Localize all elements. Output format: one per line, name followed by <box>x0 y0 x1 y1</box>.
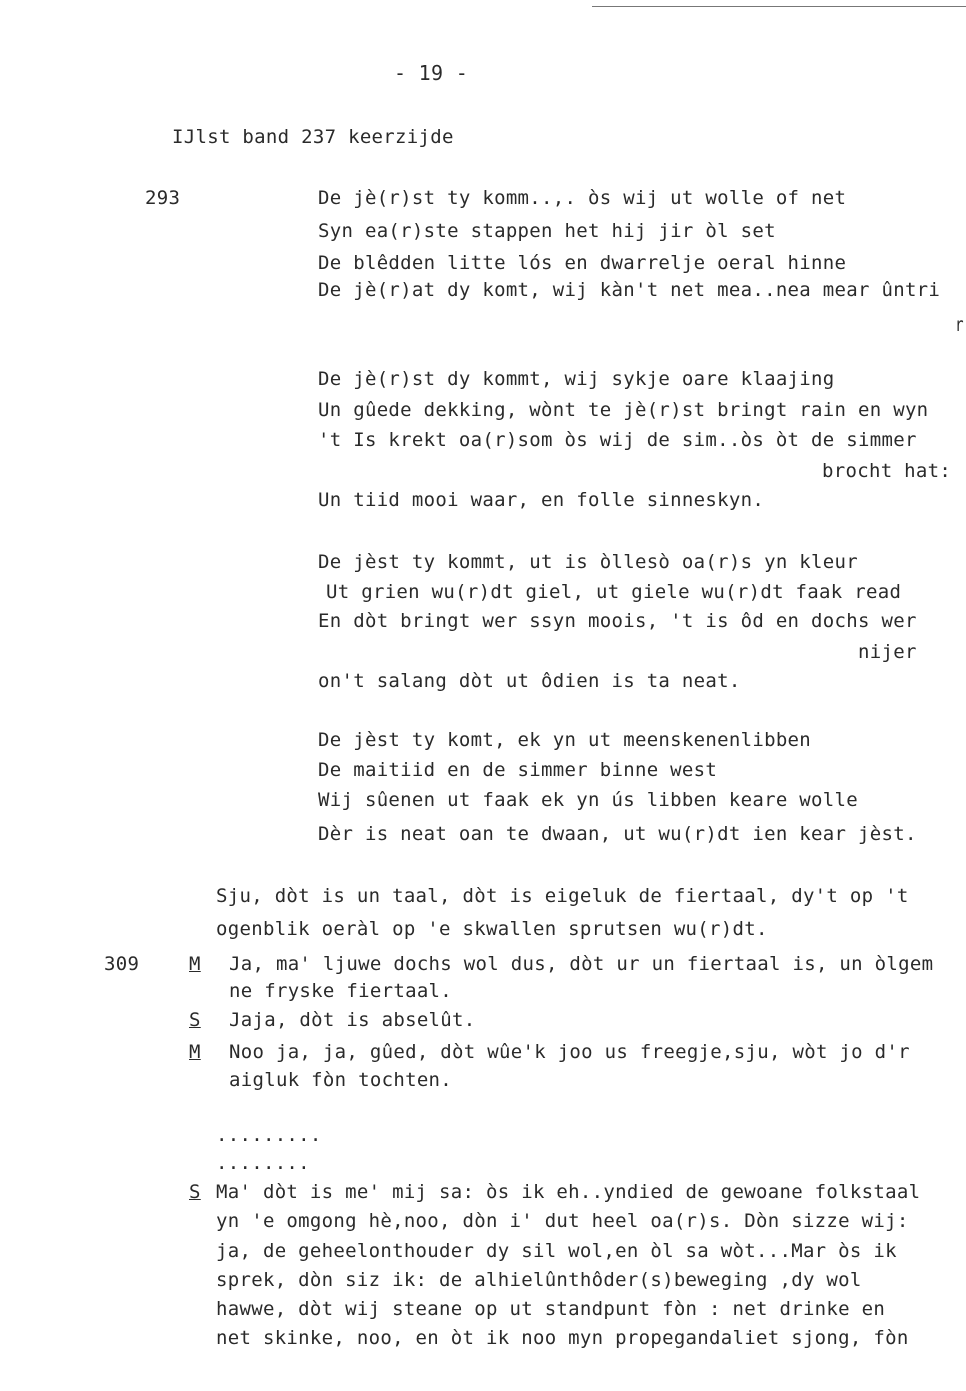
ellipsis-row: ........ <box>216 1152 310 1174</box>
dialogue-line: aigluk fòn tochten. <box>229 1069 453 1091</box>
top-rule <box>592 6 966 7</box>
margin-letter: r <box>955 314 964 336</box>
poem-line: En dòt bringt wer ssyn moois, 't is ôd en dochs wer <box>318 610 917 632</box>
dialogue-line: net skinke, noo, en òt ik noo myn propegandaliet sjong, fòn <box>216 1327 909 1349</box>
poem-line: Ut grien wu(r)dt giel, ut giele wu(r)dt faak read <box>326 581 902 603</box>
dialogue-line: Sju, dòt is un taal, dòt is eigeluk de fiertaal, dy't op 't <box>216 885 909 907</box>
margin-marker-293: 293 <box>145 187 181 209</box>
dialogue-line: Noo ja, ja, gûed, dòt wûe'k joo us freegje,sju, wòt jo d'r <box>229 1041 910 1063</box>
poem-line: De jè(r)st dy kommt, wij sykje oare klaajing <box>318 368 835 390</box>
poem-line: De jèst ty kommt, ut is òllesò oa(r)s yn kleur <box>318 551 858 573</box>
dialogue-line: Ma' dòt is me' mij sa: òs ik eh..yndied de gewoane folkstaal <box>216 1181 921 1203</box>
poem-line: Un gûede dekking, wònt te jè(r)st bringt rain en wyn <box>318 399 929 421</box>
poem-line: brocht hat: <box>822 460 952 482</box>
speaker-s: S <box>189 1181 201 1203</box>
poem-line: De jè(r)st ty komm..,. òs wij ut wolle of net <box>318 187 847 209</box>
ellipsis-row: ......... <box>216 1124 322 1146</box>
poem-line: 't Is krekt oa(r)som òs wij de sim..òs òt de simmer <box>318 429 917 451</box>
poem-line: De blêdden litte lós en dwarrelje oeral hinne <box>318 252 847 274</box>
poem-line: De jèst ty komt, ek yn ut meenskenenlibben <box>318 729 812 751</box>
dialogue-line: ja, de geheelonthouder dy sil wol,en òl sa wòt...Mar òs ik <box>216 1240 897 1262</box>
poem-line: nijer <box>858 641 917 663</box>
poem-line: De maitiid en de simmer binne west <box>318 759 718 781</box>
poem-line: on't salang dòt ut ôdien is ta neat. <box>318 670 741 692</box>
poem-line: Dèr is neat oan te dwaan, ut wu(r)dt ien kear jèst. <box>318 823 917 845</box>
dialogue-line: hawwe, dòt wij steane op ut standpunt fòn : net drinke en <box>216 1298 886 1320</box>
dialogue-line: Ja, ma' ljuwe dochs wol dus, dòt ur un fiertaal is, un òlgem <box>229 953 934 975</box>
dialogue-line: yn 'e omgong hè,noo, dòn i' dut heel oa(r)s. Dòn sizze wij: <box>216 1210 909 1232</box>
dialogue-line: sprek, dòn siz ik: de alhielûnthôder(s)beweging ,dy wol <box>216 1269 862 1291</box>
speaker-m: M <box>189 953 201 975</box>
dialogue-line: ne fryske fiertaal. <box>229 980 453 1002</box>
margin-marker-309: 309 <box>104 953 140 975</box>
speaker-m: M <box>189 1041 201 1063</box>
poem-line: Syn ea(r)ste stappen het hij jir òl set <box>318 220 776 242</box>
poem-line: Wij sûenen ut faak ek yn ús libben keare wolle <box>318 789 858 811</box>
poem-line: De jè(r)at dy komt, wij kàn't net mea..nea mear ûntri <box>318 279 941 301</box>
poem-line: Un tiid mooi waar, en folle sinneskyn. <box>318 489 765 511</box>
dialogue-line: ogenblik oeràl op 'e skwallen sprutsen wu(r)dt. <box>216 918 768 940</box>
dialogue-line: Jaja, dòt is abselût. <box>229 1009 476 1031</box>
document-header: IJlst band 237 keerzijde <box>172 126 454 148</box>
page-number: - 19 - <box>394 61 469 85</box>
speaker-s: S <box>189 1009 201 1031</box>
